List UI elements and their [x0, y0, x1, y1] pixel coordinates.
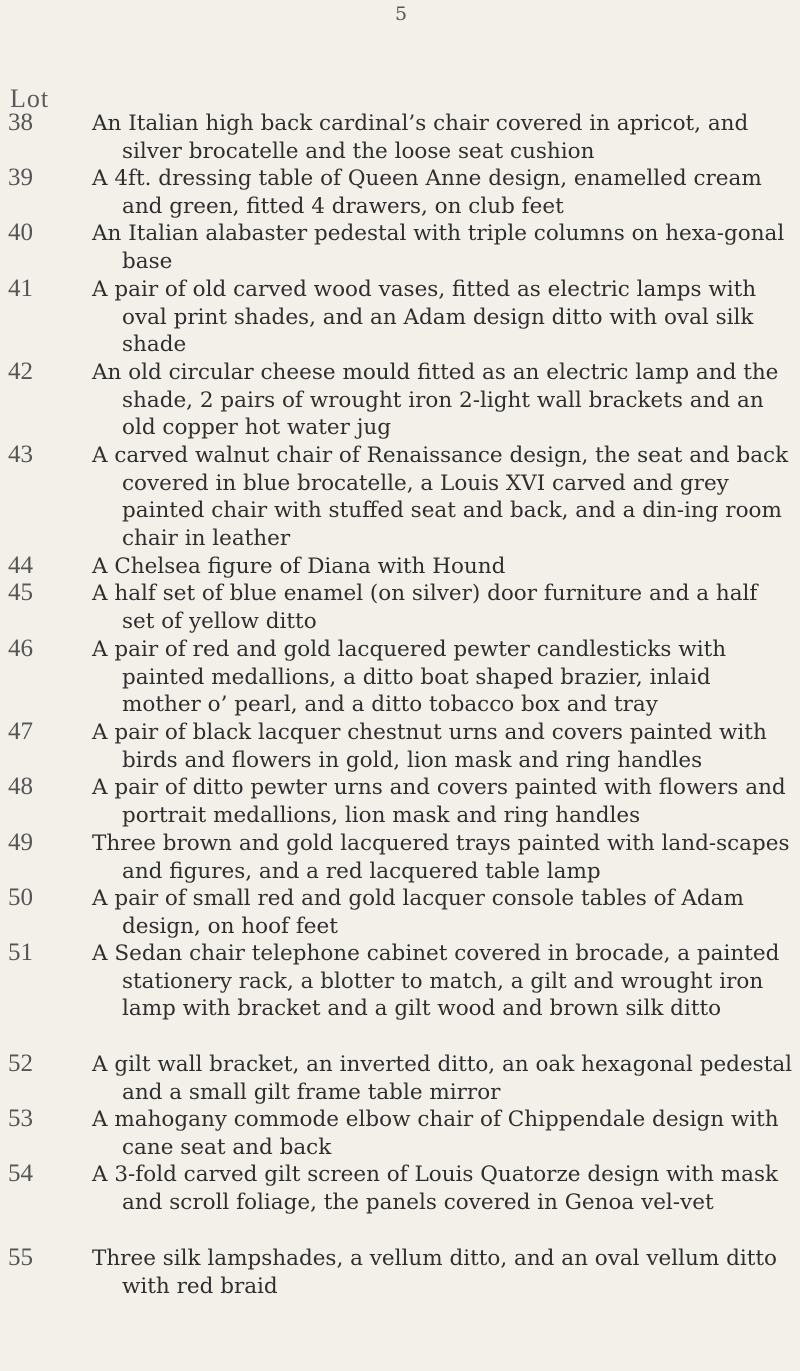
lot-description: An old circular cheese mould fitted as an electric lamp and the shade, 2 pairs of wrought iron 2-light wall brackets and an old copper hot water jug — [92, 360, 779, 440]
lot-description: A carved walnut chair of Renaissance design, the seat and back covered in blue brocatelle, a Louis XVI carved and grey painted chair with stuffed seat and back, and a din-ing room chair in leather — [92, 443, 789, 551]
page-number: 5 — [394, 3, 408, 25]
lot-number: 38 — [8, 109, 33, 136]
lot-description: A pair of old carved wood vases, fitted as electric lamps with oval print shades, and an Adam design ditto with oval silk shade — [92, 277, 757, 357]
lot-number: 50 — [8, 884, 33, 911]
lot-number: 53 — [8, 1105, 33, 1132]
lot-number: 40 — [8, 219, 33, 246]
lot-description: A 3-fold carved gilt screen of Louis Quatorze design with mask and scroll foliage, the panels covered in Genoa vel-vet — [92, 1162, 779, 1215]
lot-number: 48 — [8, 773, 33, 800]
lot-number: 45 — [8, 579, 33, 606]
lot-description: A Sedan chair telephone cabinet covered in brocade, a painted stationery rack, a blotter to match, a gilt and wrought iron lamp with bracket and a gilt wood and brown silk ditto — [92, 941, 780, 1021]
lot-number: 44 — [8, 552, 33, 579]
lot-description: A pair of red and gold lacquered pewter candlesticks with painted medallions, a ditto boat shaped brazier, inlaid mother o’ pearl, and a ditto tobacco box and tray — [92, 637, 727, 717]
lot-description: A 4ft. dressing table of Queen Anne design, enamelled cream and green, fitted 4 drawers, on club feet — [92, 166, 762, 219]
lot-number: 46 — [8, 635, 33, 662]
lot-number: 54 — [8, 1160, 33, 1187]
lot-number: 55 — [8, 1244, 33, 1271]
lot-description: A mahogany commode elbow chair of Chippendale design with cane seat and back — [92, 1107, 779, 1160]
lot-description: An Italian high back cardinal’s chair covered in apricot, and silver brocatelle and the loose seat cushion — [92, 111, 749, 164]
lot-number: 43 — [8, 441, 33, 468]
lot-number: 39 — [8, 164, 33, 191]
lot-description: A pair of ditto pewter urns and covers painted with flowers and portrait medallions, lion mask and ring handles — [92, 775, 786, 828]
lot-description: A pair of small red and gold lacquer console tables of Adam design, on hoof feet — [92, 886, 744, 939]
lot-number: 41 — [8, 275, 33, 302]
lot-column-header: Lot — [10, 84, 50, 113]
lot-description: Three brown and gold lacquered trays painted with land-scapes and figures, and a red lacquered table lamp — [92, 831, 790, 884]
lot-description: A gilt wall bracket, an inverted ditto, an oak hexagonal pedestal and a small gilt frame table mirror — [92, 1052, 793, 1105]
lot-number: 47 — [8, 718, 33, 745]
lot-description: A pair of black lacquer chestnut urns and covers painted with birds and flowers in gold, lion mask and ring handles — [92, 720, 767, 773]
lot-number: 51 — [8, 939, 33, 966]
lot-number: 42 — [8, 358, 33, 385]
lot-description: An Italian alabaster pedestal with triple columns on hexa-gonal base — [92, 221, 785, 274]
lot-description: A half set of blue enamel (on silver) door furniture and a half set of yellow ditto — [92, 581, 758, 634]
lot-description: A Chelsea figure of Diana with Hound — [92, 554, 506, 579]
lot-number: 49 — [8, 829, 33, 856]
lot-number: 52 — [8, 1050, 33, 1077]
lot-description: Three silk lampshades, a vellum ditto, and an oval vellum ditto with red braid — [92, 1246, 777, 1299]
